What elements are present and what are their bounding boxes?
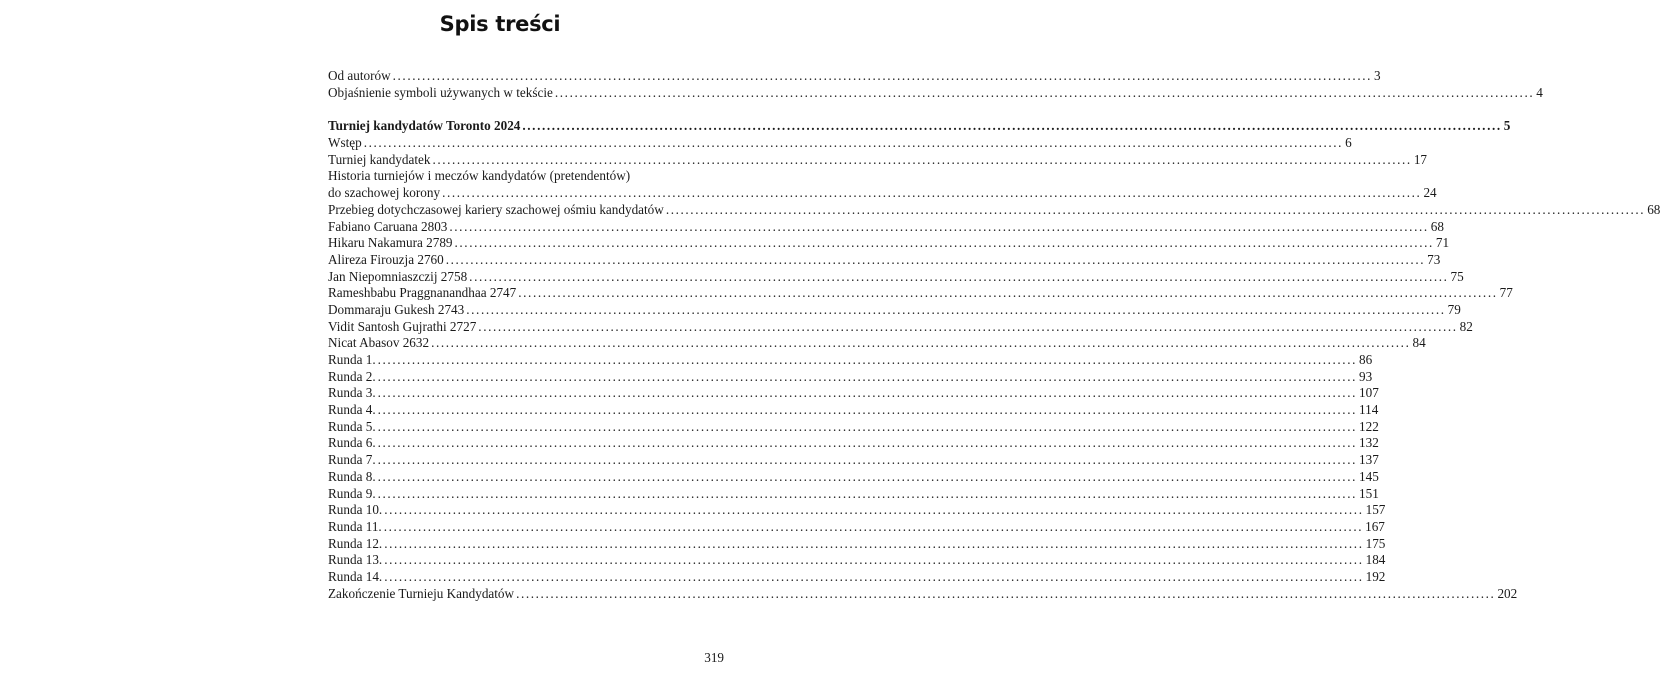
toc-entry-label: Objaśnienie symboli używanych w tekście bbox=[328, 84, 553, 100]
toc-entry-label: Nicat Abasov 2632 bbox=[328, 335, 430, 351]
toc-entry-label: Turniej kandydatów Toronto 2024 bbox=[328, 118, 521, 134]
toc-entry-leader-dots: ........................................................................................................................................................................................................ bbox=[377, 402, 1357, 418]
toc-entry-label: Runda 8. bbox=[328, 468, 376, 484]
toc-entry-label: Od autorów bbox=[328, 68, 391, 83]
toc-entry bbox=[328, 318, 1473, 336]
toc-entry-page: 24 bbox=[1423, 185, 1437, 201]
toc-entry-leader-dots: ........................................................................................................................................................................................................ bbox=[392, 68, 1373, 83]
toc-entry-label: Turniej kandydatek bbox=[328, 151, 431, 167]
toc-entry-leader-dots: ........................................................................................................................................................................................................ bbox=[384, 552, 1364, 568]
toc-entry bbox=[328, 268, 1464, 286]
toc-entry-leader-dots: ........................................................................................................................................................................................................ bbox=[449, 218, 1429, 234]
toc-entry-label: Runda 13. bbox=[328, 552, 383, 568]
toc-entry bbox=[328, 485, 1379, 503]
toc-entry-leader-dots: ........................................................................................................................................................................................................ bbox=[442, 185, 1422, 201]
toc-section-front-matter bbox=[328, 68, 1543, 101]
toc-entry-label: Vidit Santosh Gujrathi 2727 bbox=[328, 318, 477, 334]
toc-entry-label: Runda 5. bbox=[328, 418, 376, 434]
toc-entry-leader-dots: ........................................................................................................................................................................................................ bbox=[377, 452, 1357, 468]
toc-entry-page: 68 bbox=[1647, 201, 1660, 217]
toc-entry-leader-dots: ........................................................................................................................................................................................................ bbox=[377, 485, 1357, 501]
toc-entry bbox=[328, 84, 1543, 102]
toc-entry bbox=[328, 368, 1373, 386]
toc-entry-leader-dots: ........................................................................................................................................................................................................ bbox=[431, 335, 1411, 351]
toc-entry-page: 77 bbox=[1499, 285, 1513, 301]
toc-entry-page: 4 bbox=[1536, 84, 1543, 100]
toc-entry bbox=[328, 435, 1379, 452]
toc-entry-leader-dots: ........................................................................................................................................................................................................ bbox=[466, 301, 1446, 317]
toc-entry-page: 157 bbox=[1365, 502, 1386, 518]
toc-entry-page: 17 bbox=[1413, 151, 1427, 167]
toc-entry-label: do szachowej korony bbox=[328, 185, 441, 201]
toc-entry-leader-dots: ........................................................................................................................................................................................................ bbox=[384, 568, 1364, 584]
toc-entry-page: 137 bbox=[1359, 452, 1379, 468]
toc-entry-page: 114 bbox=[1359, 402, 1379, 418]
toc-entry bbox=[328, 502, 1386, 519]
toc-entry bbox=[328, 335, 1426, 352]
toc-entry bbox=[328, 535, 1386, 553]
toc-entry bbox=[328, 201, 1660, 219]
toc-entry-label: Jan Niepomniaszczij 2758 bbox=[328, 268, 468, 284]
toc-entry bbox=[328, 218, 1444, 236]
toc-entry-leader-dots: ........................................................................................................................................................................................................ bbox=[522, 118, 1502, 134]
toc-entry-leader-dots: ........................................................................................................................................................................................................ bbox=[432, 151, 1412, 167]
toc-entry-label: Runda 3. bbox=[328, 385, 376, 401]
toc-entry-label: Fabiano Caruana 2803 bbox=[328, 218, 448, 234]
toc-entry bbox=[328, 135, 1352, 152]
toc-entry bbox=[328, 168, 724, 185]
toc-entry-label: Runda 12. bbox=[328, 535, 383, 551]
toc-entry-page: 175 bbox=[1365, 535, 1386, 551]
toc-section-main bbox=[328, 118, 1660, 602]
section-gap bbox=[328, 101, 724, 118]
toc-entry-label: Dommaraju Gukesh 2743 bbox=[328, 301, 465, 317]
toc-entry-page: 151 bbox=[1359, 485, 1379, 501]
toc-entry-label: Alireza Firouzja 2760 bbox=[328, 251, 444, 267]
page-number: 319 bbox=[704, 650, 724, 665]
toc-entry-page: 107 bbox=[1359, 385, 1379, 401]
toc-entry-label: Runda 6. bbox=[328, 435, 376, 451]
toc-entry-label: Zakończenie Turnieju Kandydatów bbox=[328, 585, 515, 601]
toc-entry-page: 6 bbox=[1345, 135, 1352, 151]
toc-entry-label: Runda 1. bbox=[328, 352, 376, 367]
toc-entry-page: 75 bbox=[1450, 268, 1464, 284]
toc-entry-leader-dots: ........................................................................................................................................................................................................ bbox=[377, 368, 1357, 384]
toc-entry bbox=[328, 68, 1381, 85]
toc-entry bbox=[328, 151, 1427, 169]
table-of-contents bbox=[328, 68, 1660, 602]
toc-entry-leader-dots: ........................................................................................................................................................................................................ bbox=[516, 585, 1496, 601]
toc-entry bbox=[328, 301, 1461, 319]
toc-entry-page: 132 bbox=[1359, 435, 1379, 451]
toc-entry bbox=[328, 385, 1379, 402]
toc-entry-label: Runda 14. bbox=[328, 568, 383, 584]
toc-entry-leader-dots: ........................................................................................................................................................................................................ bbox=[377, 435, 1357, 451]
toc-entry bbox=[328, 552, 1386, 569]
toc-entry-leader-dots: ........................................................................................................................................................................................................ bbox=[384, 535, 1364, 551]
toc-entry-label: Runda 4. bbox=[328, 402, 376, 418]
toc-entry-label: Przebieg dotychczasowej kariery szachowej ośmiu kandydatów bbox=[328, 201, 664, 217]
toc-entry bbox=[328, 468, 1379, 486]
toc-entry-label: Hikaru Nakamura 2789 bbox=[328, 235, 453, 251]
toc-entry-page: 73 bbox=[1427, 251, 1441, 267]
toc-entry-page: 122 bbox=[1359, 418, 1379, 434]
toc-entry-label: Wstęp bbox=[328, 135, 362, 151]
toc-entry-page: 184 bbox=[1365, 552, 1386, 568]
toc-entry-leader-dots: ........................................................................................................................................................................................................ bbox=[665, 201, 1646, 217]
toc-entry-page: 3 bbox=[1374, 68, 1381, 83]
toc-entry-label: Runda 9. bbox=[328, 485, 376, 501]
toc-entry-page: 145 bbox=[1359, 468, 1379, 484]
toc-entry bbox=[328, 235, 1450, 252]
toc-entry-leader-dots: ........................................................................................................................................................................................................ bbox=[377, 352, 1357, 367]
toc-entry-page: 68 bbox=[1430, 218, 1444, 234]
toc-entry-leader-dots: ........................................................................................................................................................................................................ bbox=[384, 502, 1364, 518]
toc-entry bbox=[328, 118, 1511, 135]
toc-entry-leader-dots: ........................................................................................................................................................................................................ bbox=[383, 518, 1364, 534]
toc-entry-leader-dots: ........................................................................................................................................................................................................ bbox=[454, 235, 1434, 251]
toc-entry-page: 93 bbox=[1359, 368, 1373, 384]
toc-entry bbox=[328, 185, 1437, 202]
toc-entry-leader-dots: ........................................................................................................................................................................................................ bbox=[377, 385, 1357, 401]
toc-entry-label: Runda 10. bbox=[328, 502, 383, 518]
toc-entry bbox=[328, 518, 1385, 536]
toc-entry bbox=[328, 418, 1379, 436]
toc-entry-label: Rameshbabu Praggnanandhaa 2747 bbox=[328, 285, 517, 301]
toc-entry-page: 192 bbox=[1365, 568, 1386, 584]
page-title: Spis treści bbox=[439, 12, 561, 36]
toc-entry-leader-dots: ........................................................................................................................................................................................................ bbox=[518, 285, 1498, 301]
toc-entry-page: 5 bbox=[1503, 118, 1511, 134]
toc-entry-page: 79 bbox=[1447, 301, 1461, 317]
toc-entry bbox=[328, 452, 1379, 469]
toc-entry-label: Runda 7. bbox=[328, 452, 376, 468]
toc-entry-label: Runda 2. bbox=[328, 368, 376, 384]
toc-entry-leader-dots: ........................................................................................................................................................................................................ bbox=[554, 84, 1535, 100]
toc-entry-page: 202 bbox=[1497, 585, 1518, 601]
toc-entry-page: 82 bbox=[1459, 318, 1473, 334]
toc-entry-page: 86 bbox=[1359, 352, 1373, 367]
toc-entry-leader-dots: ........................................................................................................................................................................................................ bbox=[377, 418, 1357, 434]
toc-entry-label: Historia turniejów i meczów kandydatów (pretendentów) bbox=[328, 168, 631, 184]
toc-entry-page: 84 bbox=[1412, 335, 1426, 351]
toc-entry bbox=[328, 585, 1518, 603]
toc-entry-page: 71 bbox=[1435, 235, 1450, 251]
toc-entry bbox=[328, 251, 1441, 269]
toc-entry bbox=[328, 568, 1386, 586]
toc-entry bbox=[328, 285, 1513, 302]
toc-entry-leader-dots: ........................................................................................................................................................................................................ bbox=[377, 468, 1357, 484]
toc-entry-label: Runda 11. bbox=[328, 518, 382, 534]
toc-entry-leader-dots: ........................................................................................................................................................................................................ bbox=[363, 135, 1344, 151]
toc-entry-leader-dots: ........................................................................................................................................................................................................ bbox=[445, 251, 1426, 267]
toc-entry-page: 167 bbox=[1365, 518, 1385, 534]
toc-entry bbox=[328, 402, 1379, 419]
toc-entry bbox=[328, 352, 1373, 369]
toc-entry-leader-dots: ........................................................................................................................................................................................................ bbox=[478, 318, 1458, 334]
toc-entry-leader-dots: ........................................................................................................................................................................................................ bbox=[469, 268, 1449, 284]
